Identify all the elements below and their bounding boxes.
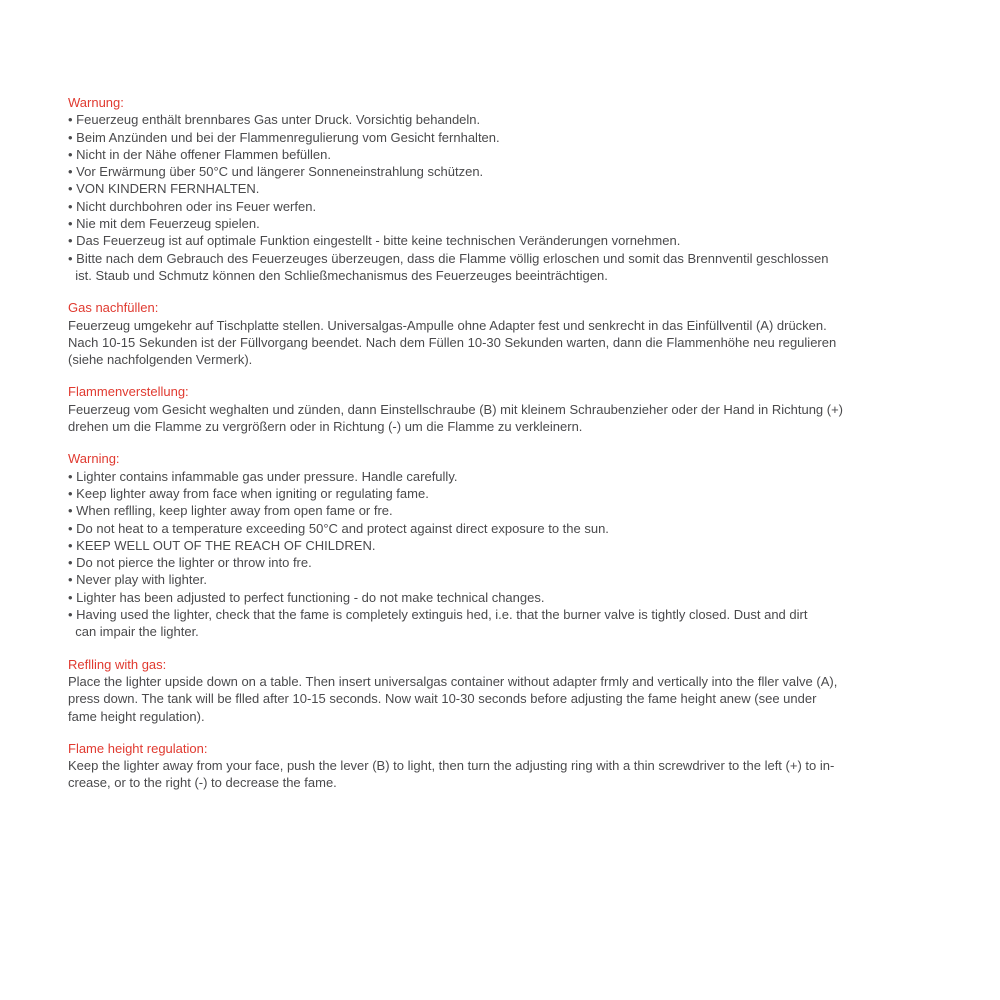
text-line: • Beim Anzünden und bei der Flammenregulierung vom Gesicht fernhalten. xyxy=(68,129,500,145)
text-line: press down. The tank will be flled after 10-15 seconds. Now wait 10-30 seconds before adjusting the fame height anew (see under xyxy=(68,691,817,707)
text-line: • Lighter contains infammable gas under pressure. Handle carefully. xyxy=(68,468,458,484)
text-line: • Vor Erwärmung über 50°C und längerer Sonneneinstrahlung schützen. xyxy=(68,164,484,180)
text-line: • KEEP WELL OUT OF THE REACH OF CHILDREN. xyxy=(68,537,376,553)
text-line: • Having used the lighter, check that the fame is completely extinguis hed, i.e. that the burner valve is tightly closed. Dust and dirt xyxy=(68,607,808,623)
text-line: Keep the lighter away from your face, push the lever (B) to light, then turn the adjusting ring with a thin screwdriver to the left (+) to in- xyxy=(68,758,835,774)
text-line: • Nicht in der Nähe offener Flammen befüllen. xyxy=(68,146,332,162)
text-line: • Do not heat to a temperature exceeding 50°C and protect against direct exposure to the sun. xyxy=(68,520,609,536)
text-line: • Lighter has been adjusted to perfect functioning - do not make technical changes. xyxy=(68,589,545,605)
section-heading: Reflling with gas: xyxy=(68,656,167,672)
section-heading: Warnung: xyxy=(68,95,124,110)
text-line: • Bitte nach dem Gebrauch des Feuerzeuges überzeugen, dass die Flamme völlig erloschen und somit das Brennventil geschlossen xyxy=(68,250,829,266)
text-line: (siehe nachfolgenden Vermerk). xyxy=(68,352,253,368)
text-line: • VON KINDERN FERNHALTEN. xyxy=(68,181,260,197)
section-heading: Gas nachfüllen: xyxy=(68,300,159,316)
instruction-section xyxy=(68,740,948,792)
text-line: • Keep lighter away from face when igniting or regulating fame. xyxy=(68,485,429,501)
text-line: • Das Feuerzeug ist auf optimale Funktion eingestellt - bitte keine technischen Veränderungen vornehmen. xyxy=(68,233,681,249)
section-heading: Flame height regulation: xyxy=(68,740,208,756)
instruction-section xyxy=(68,450,948,640)
instruction-section xyxy=(68,383,948,435)
text-line: Place the lighter upside down on a table. Then insert universalgas container without adapter frmly and vertically into the fller valve (A), xyxy=(68,673,838,689)
section-heading: Flammenverstellung: xyxy=(68,384,189,400)
text-line: Nach 10-15 Sekunden ist der Füllvorgang beendet. Nach dem Füllen 10-30 Sekunden warten, dann die Flammenhöhe neu regulieren xyxy=(68,334,837,350)
text-line: crease, or to the right (-) to decrease the fame. xyxy=(68,775,337,791)
text-line: can impair the lighter. xyxy=(68,624,199,640)
instruction-section xyxy=(68,299,948,368)
text-line: • Feuerzeug enthält brennbares Gas unter Druck. Vorsichtig behandeln. xyxy=(68,112,481,128)
text-line: • Nicht durchbohren oder ins Feuer werfen. xyxy=(68,198,317,214)
text-line: ist. Staub und Schmutz können den Schließmechanismus des Feuerzeuges beeinträchtigen. xyxy=(68,267,608,283)
text-line: • Do not pierce the lighter or throw into fre. xyxy=(68,555,312,571)
text-line: Feuerzeug vom Gesicht weghalten und zünden, dann Einstellschraube (B) mit kleinem Schraubenzieher oder der Hand in Richtung (+) xyxy=(68,401,844,417)
text-line: Feuerzeug umgekehr auf Tischplatte stellen. Universalgas-Ampulle ohne Adapter fest und senkrecht in das Einfüllventil (A) drücken. xyxy=(68,317,827,333)
text-line: drehen um die Flamme zu vergrößern oder in Richtung (-) um die Flamme zu verkleinern. xyxy=(68,419,583,435)
text-line: • Never play with lighter. xyxy=(68,572,207,588)
instruction-section xyxy=(68,656,948,725)
section-heading: Warning: xyxy=(68,451,120,467)
text-line: • When reflling, keep lighter away from open fame or fre. xyxy=(68,503,393,519)
text-line: • Nie mit dem Feuerzeug spielen. xyxy=(68,216,260,232)
instruction-section xyxy=(68,94,948,284)
instruction-document xyxy=(68,94,948,792)
text-line: fame height regulation). xyxy=(68,708,205,724)
